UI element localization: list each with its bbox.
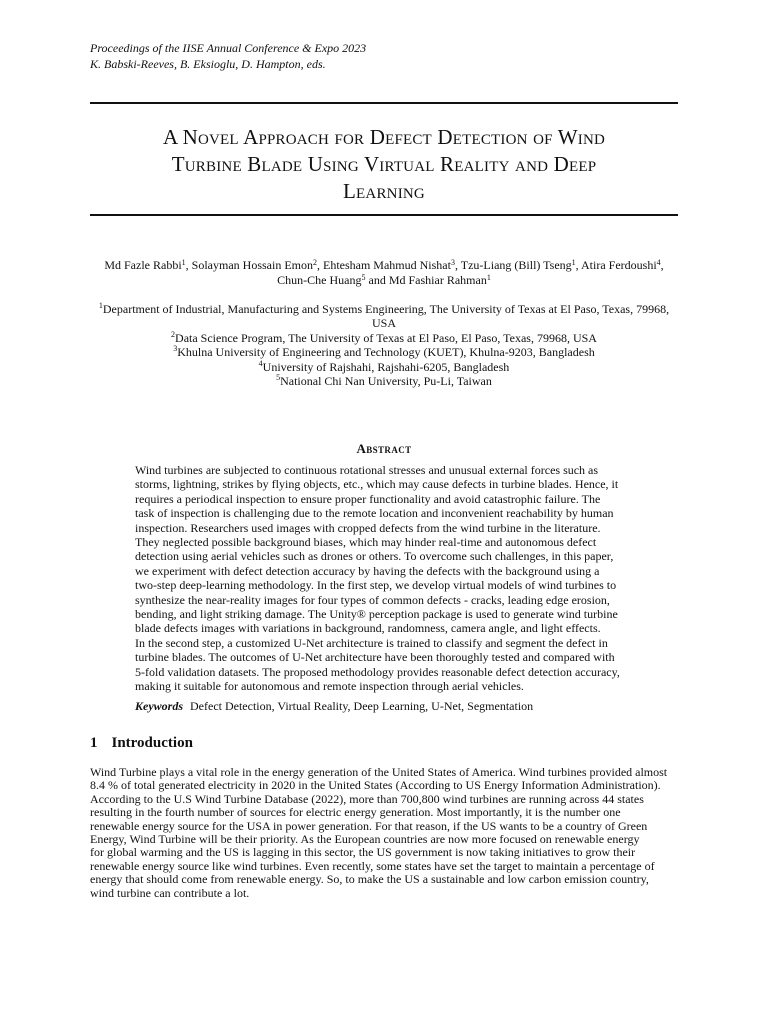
author-name: , Tzu-Liang (Bill) Tseng <box>454 258 572 272</box>
author-line-1 <box>90 258 678 273</box>
intro-line: energy that should come from renewable energy. So, to make the US a sustainable and low carbon emission country, <box>90 872 649 887</box>
title-bottom-rule <box>90 214 678 216</box>
abstract-line: turbine blades. The outcomes of U-Net architecture have been thoroughly tested and compared with <box>135 650 615 665</box>
affiliation-text: Khulna University of Engineering and Technology (KUET), Khulna-9203, Bangladesh <box>177 345 595 360</box>
abstract-line: making it suitable for autonomous and remote inspection through aerial vehicles. <box>135 679 524 694</box>
keywords-text: Defect Detection, Virtual Reality, Deep Learning, U-Net, Segmentation <box>190 699 534 713</box>
title-top-rule <box>90 102 678 104</box>
author-name: , Ehtesham Mahmud Nishat <box>316 258 451 272</box>
affiliation-list <box>86 302 682 388</box>
author-affil-sup: 5 <box>361 273 366 282</box>
section-number: 1 <box>90 735 98 751</box>
keywords-label: Keywords <box>135 699 183 713</box>
intro-line: renewable energy source for the USA in power generation. For that reason, if the US wants to be a country of Green <box>90 818 648 833</box>
affiliation-sup: 5 <box>276 373 281 383</box>
abstract-line: bending, and light striking damage. The Unity® perception package is used to generate wind turbine <box>135 607 618 622</box>
abstract-line: Wind turbines are subjected to continuous rotational stresses and unusual external forces such as <box>135 463 599 477</box>
author-name: , Atira Ferdoushi <box>575 258 657 272</box>
abstract-line: In the second step, a customized U-Net architecture is trained to classify and segment the defect in <box>135 635 608 650</box>
affiliation-3 <box>86 345 682 359</box>
author-affil-sup: 1 <box>486 273 491 282</box>
proceedings-editors: K. Babski-Reeves, B. Eksioglu, D. Hampton, eds. <box>90 57 326 71</box>
abstract-line: detection using aerial vehicles such as drones or others. To overcome such challenges, in this paper, <box>135 549 614 564</box>
proceedings-title: Proceedings of the IISE Annual Conference & Expo 2023 <box>90 41 367 55</box>
abstract-line: blade defects images with variations in background, randomness, camera angle, and light effects. <box>135 621 601 636</box>
abstract-line: synthesize the near-reality images for four types of common defects - cracks, leading edge erosion, <box>135 592 610 607</box>
title-line-3: Learning <box>343 179 425 203</box>
paper-title <box>90 124 678 205</box>
author-line-2 <box>90 273 678 288</box>
intro-line: for global warming and the US is lagging in this sector, the US government is now taking initiatives to grow their <box>90 845 636 860</box>
affiliation-text: National Chi Nan University, Pu-Li, Taiwan <box>280 374 492 389</box>
intro-line: wind turbine can contribute a lot. <box>90 885 250 900</box>
section-heading-introduction <box>90 734 193 752</box>
author-name: Md Fazle Rabbi <box>104 258 182 272</box>
abstract-line: They neglected possible background biases, which may hinder real-time and autonomous defect <box>135 535 597 550</box>
author-name: Chun-Che Huang <box>277 273 362 287</box>
abstract-line: requires a periodical inspection to ensure proper functionality and avoid catastrophic failure. The <box>135 491 601 506</box>
keywords <box>135 699 533 714</box>
affiliation-5 <box>86 374 682 388</box>
abstract-line: we experiment with defect detection accuracy by having the defects with the background using a <box>135 563 600 578</box>
title-line-1: A Novel Approach for Defect Detection of Wind <box>162 125 606 149</box>
affiliation-sup: 2 <box>171 329 176 339</box>
abstract-line: task of inspection is challenging due to the remote location and inconvenient reachability by human <box>135 506 614 521</box>
proceedings-header <box>90 40 366 72</box>
author-list <box>90 258 678 288</box>
intro-line: According to the U.S Wind Turbine Database (2022), more than 700,800 wind turbines are running across 44 states <box>90 791 644 806</box>
author-affil-sup: 4 <box>656 258 661 267</box>
intro-line: resulting in the fourth number of sources for electric energy generation. Most importantly, it is the number one <box>90 805 621 820</box>
author-affil-sup: 1 <box>181 258 186 267</box>
author-name: , Solayman Hossain Emon <box>185 258 313 272</box>
affiliation-sup: 3 <box>173 344 178 354</box>
abstract-body <box>135 463 634 694</box>
abstract-line: storms, lightning, strikes by flying objects, etc., which may cause defects in turbine blades. Hence, it <box>135 477 619 492</box>
affiliation-sup: 1 <box>98 301 103 310</box>
affiliation-1 <box>86 302 682 331</box>
introduction-body <box>90 766 680 900</box>
affiliation-text-cont: USA <box>371 316 396 331</box>
abstract-line: inspection. Researchers used images with cropped defects from the wind turbine in the literature. <box>135 520 601 535</box>
title-line-2: Turbine Blade Using Virtual Reality and Deep <box>171 152 597 176</box>
affiliation-text: Data Science Program, The University of Texas at El Paso, El Paso, Texas, 79968, USA <box>175 330 597 345</box>
intro-line: Wind Turbine plays a vital role in the energy generation of the United States of America. Wind turbines provided almost <box>90 765 668 779</box>
abstract-line: 5-fold validation datasets. The proposed methodology provides reasonable defect detection accuracy, <box>135 664 620 679</box>
section-title: Introduction <box>111 735 193 751</box>
author-affil-sup: 3 <box>450 258 455 267</box>
author-name: and Md Fashiar Rahman <box>365 273 487 287</box>
author-affil-sup: 2 <box>312 258 317 267</box>
affiliation-4 <box>86 360 682 374</box>
affiliation-text: Department of Industrial, Manufacturing and Systems Engineering, The University of Texas at El Paso, Texas, 79968, <box>102 302 670 316</box>
intro-line: renewable energy source like wind turbines. Even recently, some states have set the target to maintain a percentage of <box>90 858 655 873</box>
affiliation-sup: 4 <box>258 358 263 368</box>
intro-line: 8.4 % of total generated electricity in 2020 in the United States (According to US Energy Information Administration). <box>90 778 661 793</box>
abstract-heading: Abstract <box>356 441 412 456</box>
abstract-line: two-step deep-learning methodology. In the first step, we develop virtual models of wind turbines to <box>135 578 617 593</box>
author-affil-sup: 1 <box>571 258 576 267</box>
intro-line: Energy, Wind Turbine will be their priority. As the European countries are now more focused on renewable energy <box>90 832 640 847</box>
author-separator: , <box>660 258 664 272</box>
affiliation-text: University of Rajshahi, Rajshahi-6205, Bangladesh <box>262 359 510 374</box>
